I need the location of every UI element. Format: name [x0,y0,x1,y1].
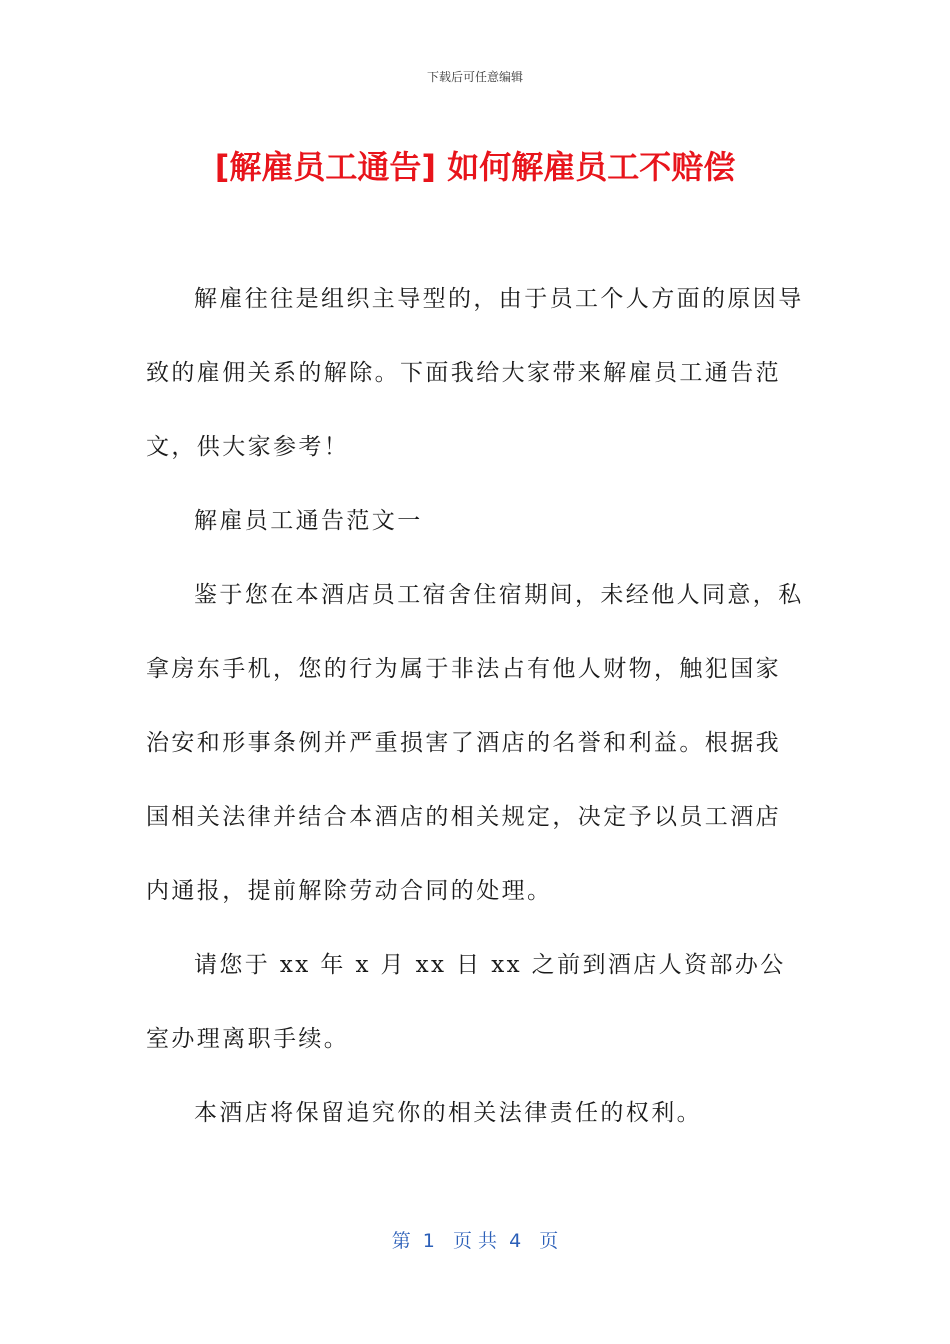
section-heading: 解雇员工通告范文一 [194,508,423,534]
paragraph-deadline: 请您于 xx 年 x 月 xx 日 xx 之前到酒店人资部办公室办理离职手续。 [146,952,786,1052]
document-body [146,262,806,1150]
paragraph-rights: 本酒店将保留追究你的相关法律责任的权利。 [194,1100,702,1126]
header-note: 下载后可任意编辑 [426,70,523,84]
paragraph-notice: 鉴于您在本酒店员工宿舍住宿期间，未经他人同意，私拿房东手机，您的行为属于非法占有他人财物，触犯国家治安和形事条例并严重损害了酒店的名誉和利益。根据我国相关法律并结合本酒店的相关规定，决定予以员工酒店内通报，提前解除劳动合同的处理。 [146,582,804,904]
document-title: [解雇员工通告] 如何解雇员工不赔偿 [214,148,736,186]
page-footer: 第 1 页 共 4 页 [391,1230,559,1252]
paragraph-intro: 解雇往往是组织主导型的，由于员工个人方面的原因导致的雇佣关系的解除。下面我给大家带来解雇员工通告范文，供大家参考！ [146,286,804,460]
